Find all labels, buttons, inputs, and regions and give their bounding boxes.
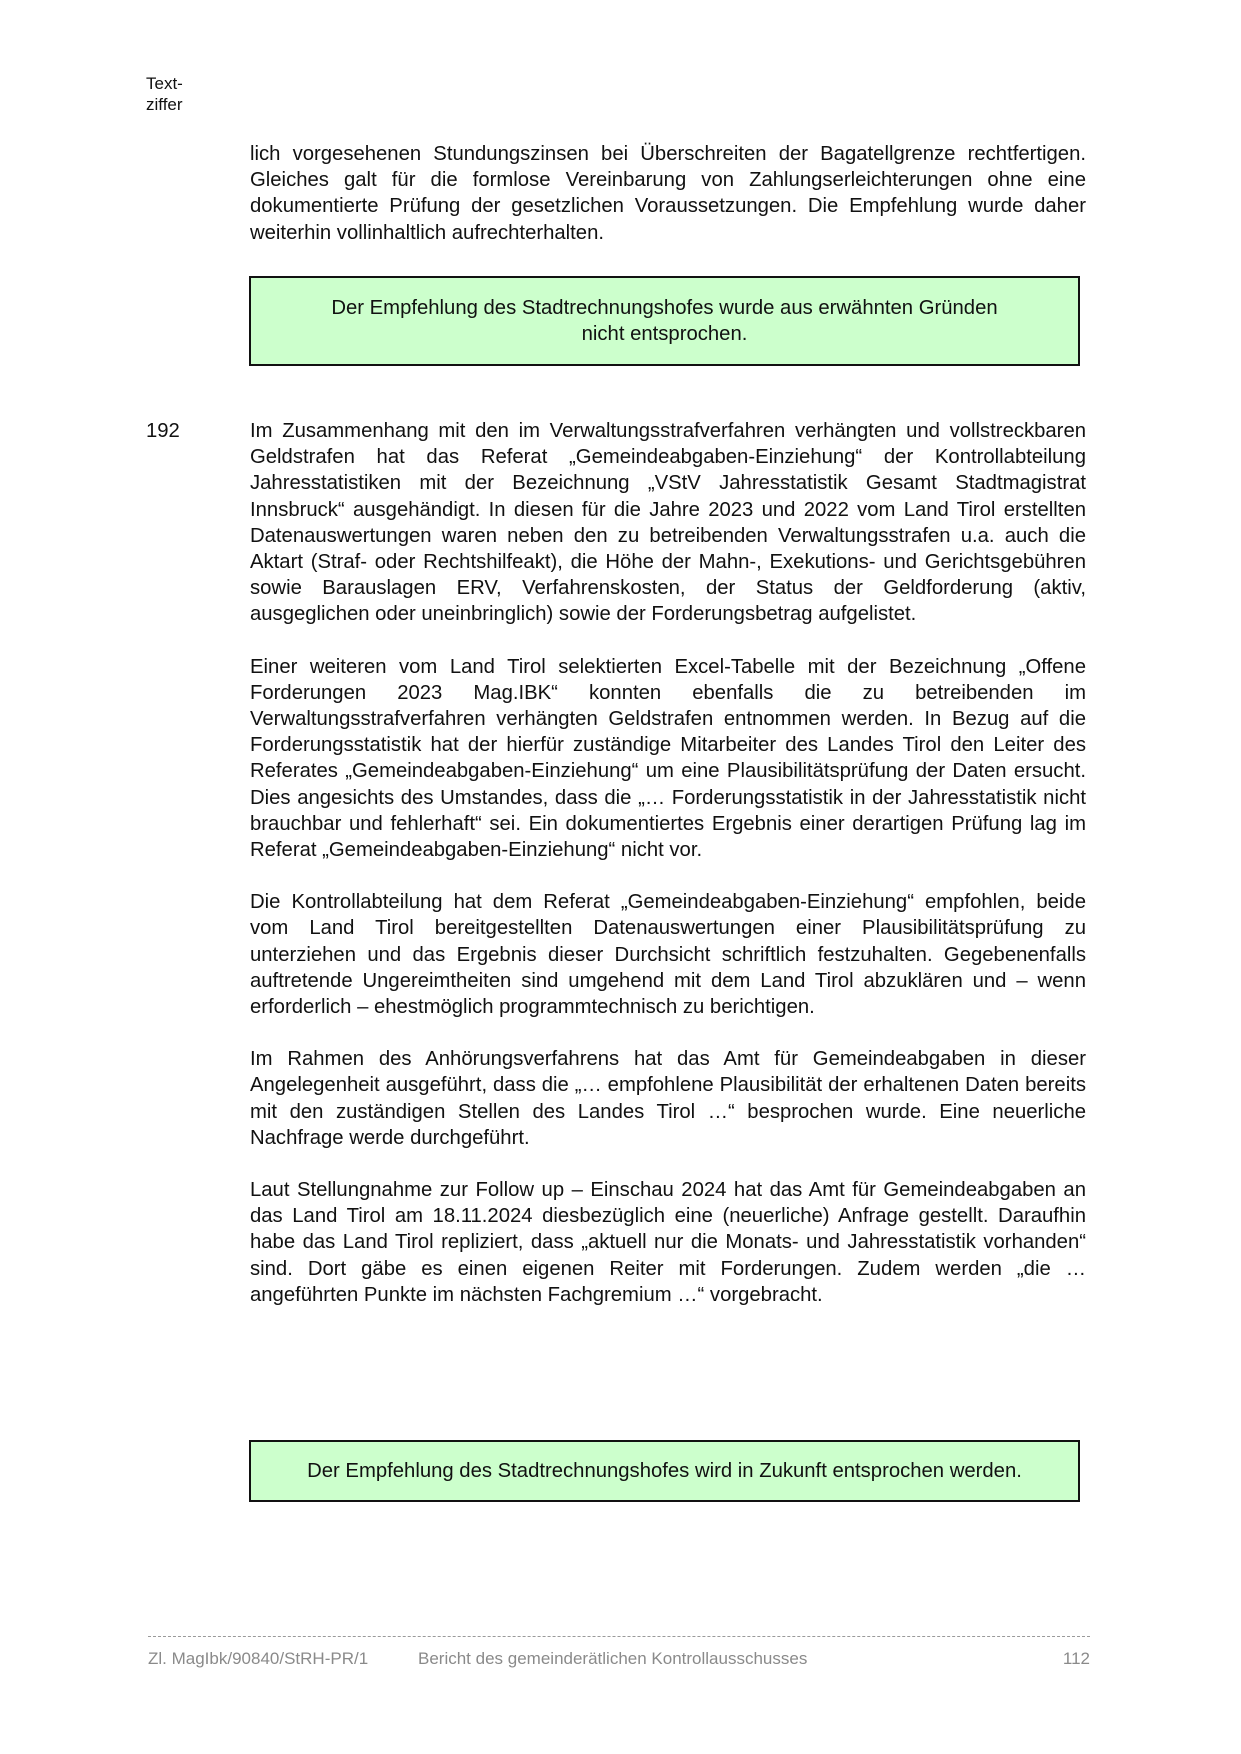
paragraph-3: Die Kontrollabteilung hat dem Referat „Gemeindeabgaben-Einziehung“ empfohlen, beide vom Land Tirol bereitgestellten Datenauswertungen einer Plausibilitätsprüfung zu unterziehen und das Ergebnis dieser Durchsicht schriftlich festzuhalten. Gegebenenfalls auftretende Ungereimtheiten sind umgehend mit dem Land Tirol abzuklären und – wenn erforderlich – ehestmöglich programmtechnisch zu berichtigen. [250,891,1086,1019]
margin-label-textziffer [146,73,183,115]
paragraph-5: Laut Stellungnahme zur Follow up – Einschau 2024 hat das Amt für Gemeindeabgaben an das Land Tirol am 18.11.2024 diesbezüglich eine (neuerliche) Anfrage gestellt. Daraufhin habe das Land Tirol repliziert, dass „aktuell nur die Monats- und Jahresstatistik vorhanden“ sind. Dort gäbe es einen eigenen Reiter mit Forderungen. Zudem werden „die … angeführten Punkte im nächsten Fachgremium …“ vorgebracht. [250,1179,1086,1306]
margin-label-line1: Text- [146,74,183,93]
recommendation-box-text: Der Empfehlung des Stadtrechnungshofes wird in Zukunft entsprochen werden. [307,1460,1022,1482]
margin-label-line2: ziffer [146,95,183,114]
recommendation-box-line2: nicht entsprochen. [581,323,748,346]
continuation-paragraph [250,141,1086,246]
recommendation-box-line1: Der Empfehlung des Stadtrechnungshofes wurde aus erwähnten Gründen [331,297,998,319]
footer-title: Bericht des gemeinderätlichen Kontrollausschusses [418,1649,808,1668]
paragraph-2: Einer weiteren vom Land Tirol selektierten Excel-Tabelle mit der Bezeichnung „Offene Forderungen 2023 Mag.IBK“ konnten ebenfalls die zu betreibenden im Verwaltungsstrafverfahren verhängten Geldstrafen entnommen werden. In Bezug auf die Forderungsstatistik hat der hierfür zuständige Mitarbeiter des Landes Tirol den Leiter des Referates „Gemeindeabgaben-Einziehung“ um eine Plausibilitätsprüfung der Daten ersucht. Dies angesichts des Umstandes, dass die „… Forderungsstatistik in der Jahresstatistik nicht brauchbar und fehlerhaft“ sei. Ein dokumentiertes Ergebnis einer derartigen Prüfung lag im Referat „Gemeindeabgaben-Einziehung“ nicht vor. [250,655,1086,862]
paragraph-4: Im Rahmen des Anhörungsverfahrens hat das Amt für Gemeindeabgaben in dieser Angelegenheit ausgeführt, dass die „… empfohlene Plausibilität der erhaltenen Daten bereits mit den zuständigen Stellen des Landes Tirol …“ besprochen wurde. Eine neuerliche Nachfrage werde durchgeführt. [250,1048,1086,1149]
page-number: 112 [1062,1649,1090,1668]
continuation-text: lich vorgesehenen Stundungszinsen bei Überschreiten der Bagatellgrenze rechtfertigen. Gleiches galt für die formlose Vereinbarung von Zahlungserleichterungen ohne eine dokumentierte Prüfung der gesetzlichen Voraussetzungen. Die Empfehlung wurde daher weiterhin vollinhaltlich aufrechterhalten. [250,143,1086,244]
recommendation-box-future-fulfilled [249,1440,1080,1502]
section-192-body [250,418,1086,1334]
textziffer-number: 192 [146,420,180,442]
footer-divider [148,1636,1090,1637]
recommendation-box-not-fulfilled [249,276,1080,366]
footer-reference: Zl. MagIbk/90840/StRH-PR/1 [148,1649,369,1668]
paragraph-1: Im Zusammenhang mit den im Verwaltungsstrafverfahren verhängten und vollstreckbaren Geldstrafen hat das Referat „Gemeindeabgaben-Einziehung“ der Kontrollabteilung Jahresstatistiken mit der Bezeichnung „VStV Jahresstatistik Gesamt Stadtmagistrat Innsbruck“ ausgehändigt. In diesen für die Jahre 2023 und 2022 vom Land Tirol erstellten Datenauswertungen waren neben den zu betreibenden Verwaltungsstrafen u.a. auch die Aktart (Straf- oder Rechtshilfeakt), die Höhe der Mahn-, Exekutions- und Gerichtsgebühren sowie Barauslagen ERV, Verfahrenskosten, der Status der Geldforderung (aktiv, ausgeglichen oder uneinbringlich) sowie der Forderungsbetrag aufgelistet. [250,420,1086,626]
